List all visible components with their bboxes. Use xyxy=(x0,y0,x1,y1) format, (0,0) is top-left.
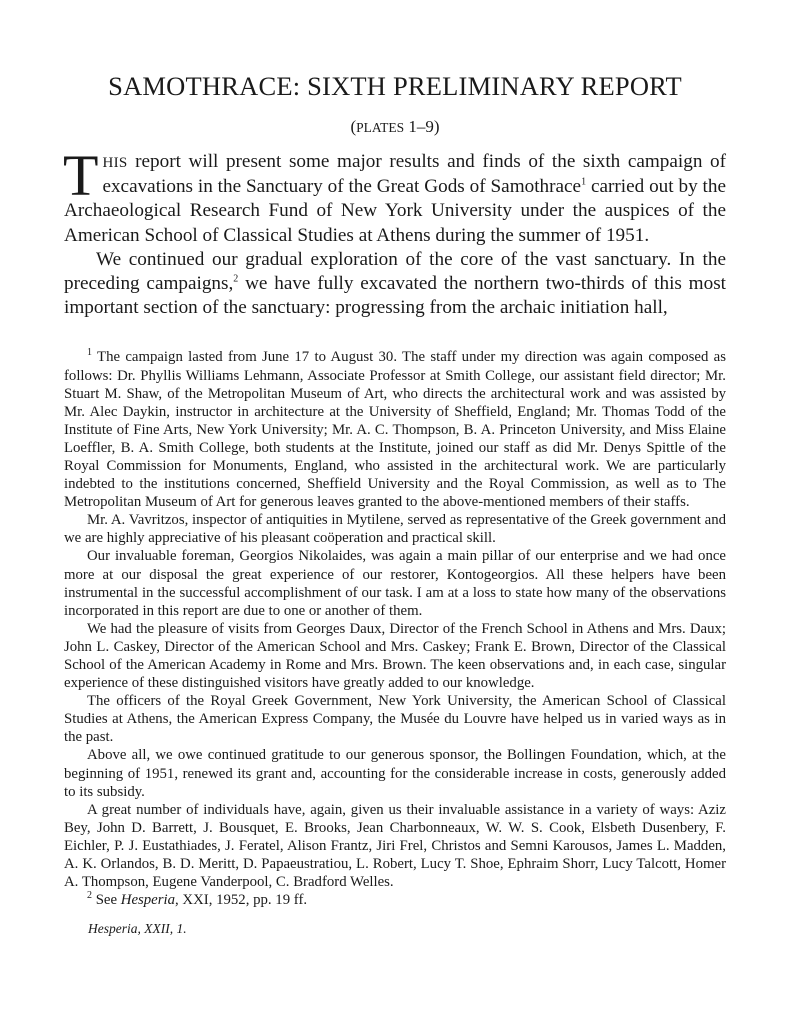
intro-text-b: carried out by the Archaeological Research Fund of New York University under the auspices of the American School of Classical Studies at Athens during the summer of 1951. xyxy=(64,176,726,246)
page xyxy=(64,70,726,937)
footnote-2-text-a: See xyxy=(92,892,121,909)
footnote-1-number: 1 xyxy=(87,347,92,359)
footnote-1-para-5: The officers of the Royal Greek Government, New York University, the American School of Classical Studies at Athens, the American Express Company, the Musée du Louvre have helped us in varied ways as in the past. xyxy=(64,693,726,746)
footnote-ref-2[interactable]: 2 xyxy=(233,273,239,285)
plates-close-paren: ) xyxy=(433,117,440,136)
footnote-1-para-2: Mr. A. Vavritzos, inspector of antiquities in Mytilene, served as representative of the Greek government and we are highly appreciative of his pleasant coöperation and practical skill. xyxy=(64,512,726,547)
intro-paragraph xyxy=(63,143,726,248)
lead-small-caps: HIS xyxy=(102,155,128,171)
footnote-2 xyxy=(64,891,726,909)
plates-range: 1–9 xyxy=(408,117,434,136)
body-text xyxy=(63,143,726,320)
plates-label: PLATES xyxy=(356,120,405,135)
footnote-1-para-1 xyxy=(64,348,726,511)
footnote-2-number: 2 xyxy=(87,890,92,902)
plates-open-paren: ( xyxy=(350,117,357,136)
footnote-ref-1[interactable]: 1 xyxy=(581,176,587,188)
footnote-1-para-4: We had the pleasure of visits from Georges Daux, Director of the French School in Athens and Mrs. Daux; John L. Caskey, Director of the American School and Mrs. Caskey; Frank E. Brown, Director of the Classical School of the American Academy in Rome and Mrs. Brown. The keen observations and, in each case, singular experience of these distinguished visitors have greatly added to our knowledge. xyxy=(64,620,726,692)
journal-footer: Hesperia, XXII, 1. xyxy=(88,921,187,937)
plates-reference xyxy=(64,116,726,139)
footnotes xyxy=(64,348,726,909)
second-text-a: We continued our gradual exploration of the core of the vast sanctuary. In the preceding campaigns, xyxy=(64,248,726,295)
footnote-1-para-7: A great number of individuals have, again, given us their invaluable assistance in a variety of ways: Aziz Bey, John D. Barrett, J. Bousquet, E. Brooks, Jean Charbonneaux, W. W. S. Cook, Elsbeth Dusenbery, F. Eichler, P. J. Eustathiades, J. Feratel, Alison Frantz, Jiri Frel, Christos and Semni Karousos, James L. Madden, A. K. Orlandos, B. D. Meritt, D. Papaeustratiou, L. Robert, Lucy T. Shoe, Ephraim Shorr, Lucy Talcott, Homer A. Thompson, Eugene Vanderpool, C. Bradford Welles. xyxy=(64,801,726,891)
footnote-2-text-b: , XXI, 1952, pp. 19 ff. xyxy=(175,892,308,909)
footnote-1-para-6: Above all, we owe continued gratitude to our generous sponsor, the Bollingen Foundation, which, at the beginning of 1951, renewed its grant and, accounting for the considerable increase in costs, generously added to its subsidy. xyxy=(64,747,726,800)
intro-text-a: report will present some major results and finds of the sixth campaign of excavations in the Sanctuary of the Great Gods of Samothrace xyxy=(102,151,726,198)
footnote-1-para-3: Our invaluable foreman, Georgios Nikolaides, was again a main pillar of our enterprise and we had once more at our disposal the great experience of our restorer, Kontogeorgios. All these helpers have been instrumental in the successful accomplishment of our task. I am at a loss to state how many of the observations incorporated in this report are due to one or another of them. xyxy=(64,548,726,619)
second-text-b: we have fully excavated the northern two-thirds of this most important section of the sanctuary: progressing from the archaic initiation hall, xyxy=(64,273,726,319)
footnote-1-text: The campaign lasted from June 17 to August 30. The staff under my direction was again composed as follows: Dr. Phyllis Williams Lehmann, Associate Professor at Smith College, our assistant field director; Mr. Stuart M. Shaw, of the Metropolitan Museum of Art, who directs the architectural work and was assisted by Mr. Alec Daykin, instructor in architecture at the University of Sheffield, England; Mr. Thomas Todd of the Institute of Fine Arts, New York University; Mr. A. C. Thompson, B. A. Princeton University, and Miss Elaine Loeffler, B. A. Smith College, both students at the Institute, joined our staff as did Mr. Denys Spittle of the Royal Commission for Monuments, England, who assisted in the architectural work. We are particularly indebted to the institutions concerned, Sheffield University and the Royal Commission, as well as to The Metropolitan Museum of Art for generous leaves granted to the above-mentioned members of their staffs. xyxy=(64,349,726,511)
article-title: SAMOTHRACE: SIXTH PRELIMINARY REPORT xyxy=(108,71,682,101)
second-paragraph xyxy=(64,248,726,321)
footnote-2-journal: Hesperia xyxy=(120,892,176,909)
drop-cap: T xyxy=(63,143,99,208)
